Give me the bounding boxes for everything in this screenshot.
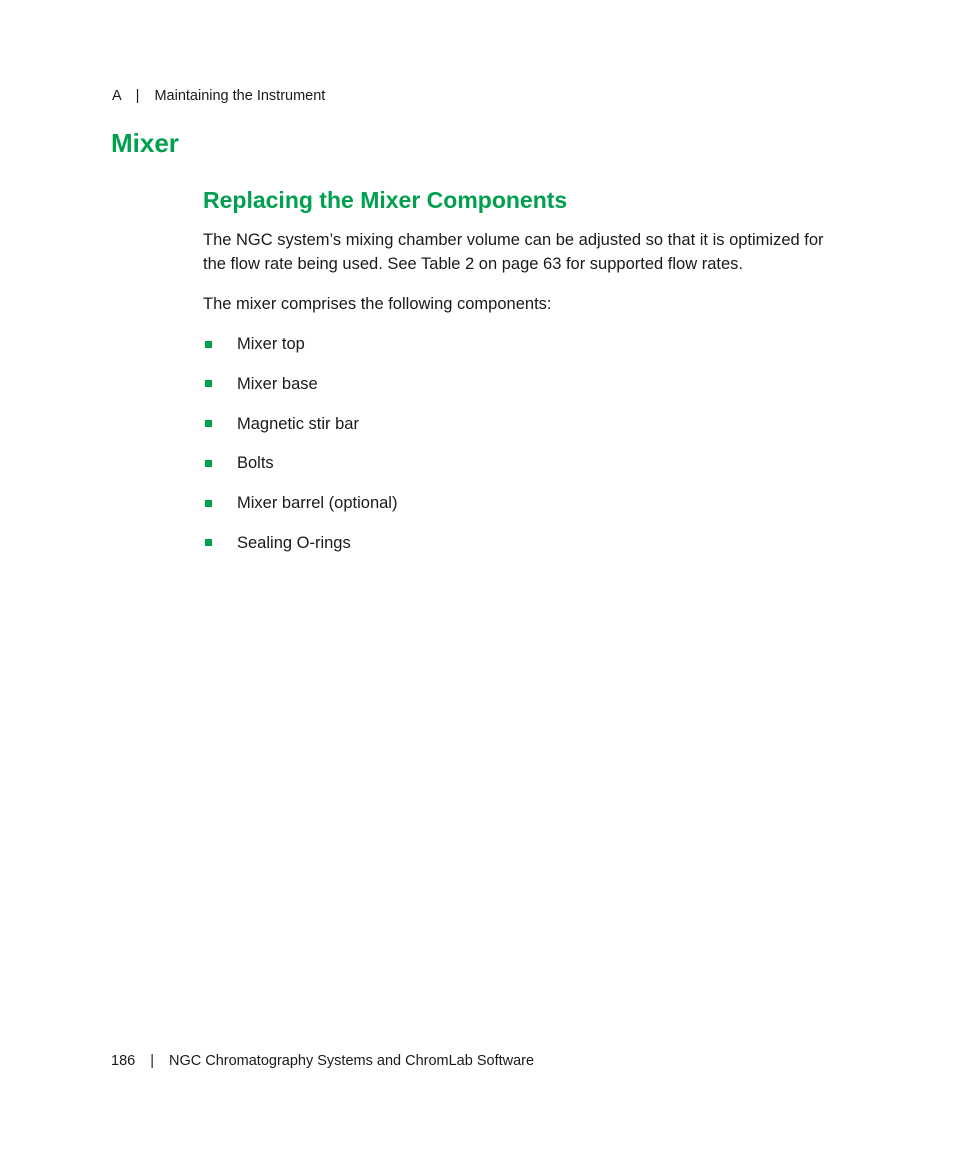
footer-separator: | — [150, 1053, 154, 1069]
list-item-text: Mixer top — [237, 335, 305, 353]
square-bullet-icon — [205, 341, 212, 348]
list-item — [203, 332, 397, 356]
component-list — [203, 332, 397, 571]
square-bullet-icon — [205, 420, 212, 427]
list-item — [203, 412, 397, 436]
book-title: NGC Chromatography Systems and ChromLab Software — [168, 1053, 535, 1069]
header-separator: | — [135, 88, 140, 104]
chapter-title: Mixer — [111, 128, 179, 158]
running-header — [112, 87, 325, 105]
square-bullet-icon — [205, 500, 212, 507]
page-number: 186 — [111, 1053, 136, 1069]
list-item-text: Mixer base — [237, 374, 318, 393]
running-footer — [111, 1052, 534, 1070]
section-title: Replacing the Mixer Components — [203, 187, 568, 213]
list-item — [203, 491, 397, 515]
list-item-text: Sealing O-rings — [237, 533, 351, 552]
intro-paragraph: The NGC system’s mixing chamber volume can be adjusted so that it is optimized for the flow rate being used. See Table 2 on page 63 for supported flow rates. — [203, 231, 824, 273]
components-intro-paragraph: The mixer comprises the following components: — [203, 295, 552, 313]
appendix-letter: A — [112, 88, 122, 104]
list-item-text: Bolts — [237, 454, 274, 473]
chapter-name: Maintaining the Instrument — [154, 88, 326, 104]
list-item — [203, 531, 397, 555]
square-bullet-icon — [205, 380, 212, 387]
list-item — [203, 372, 397, 396]
list-item-text: Magnetic stir bar — [237, 414, 359, 433]
list-item-text: Mixer barrel (optional) — [237, 494, 398, 513]
square-bullet-icon — [205, 460, 212, 467]
square-bullet-icon — [205, 539, 212, 546]
list-item — [203, 451, 397, 475]
